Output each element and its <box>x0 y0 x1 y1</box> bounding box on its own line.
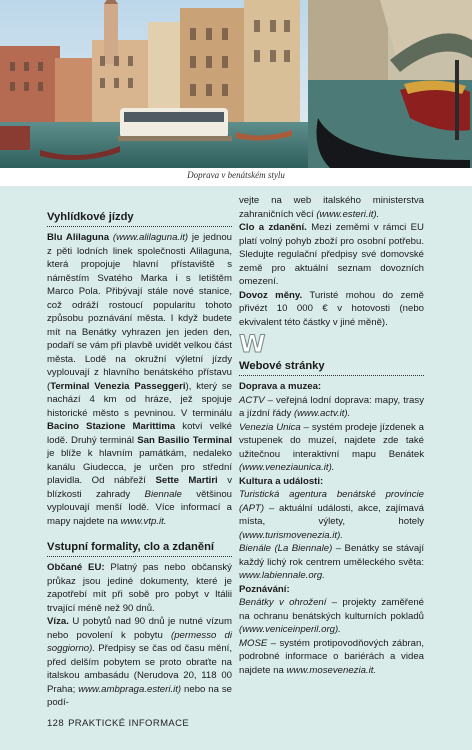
page-footer <box>47 718 189 729</box>
item-biennale: Bienále (La Biennale) – Benátky se stávají každý lichý rok centrem uměleckého světa: www.labiennale.org. <box>239 543 424 581</box>
page-number: 128 <box>47 718 65 729</box>
photo-caption: Doprava v benátském stylu <box>187 170 285 180</box>
paragraph-ministry: vejte na web italského ministerstva zahraničních věcí (www.esteri.it). <box>239 195 424 220</box>
section-letter: W <box>239 330 266 358</box>
section-heading-entry: Vstupní formality, clo a zdanění <box>47 540 232 557</box>
paragraph-currency: Dovoz měny. Turisté mohou do země přivézt 10 000 € v hotovosti (nebo ekvivalent této částky v jiné měně). <box>239 289 424 328</box>
item-venezia-unica: Venezia Unica – systém prodeje jízdenek a vstupenek do muzeí, najdete zde také užitečnou interaktivní mapu Benátek (www.veneziaunica.it). <box>239 421 424 473</box>
paragraph-alilaguna: Blu Alilaguna (www.alilaguna.it) je jednou z pěti lodních linek společnosti Alilaguna, která propojuje hlavní přístaviště s náměstím Svatého Marka i s letištěm Marco Pola. Přibývají stále nové stanice, což odráží rostoucí popularitu tohoto způsobu poznávání města. I když budete mít na Benátky vyhrazen jen jeden den, podaří se vám při plavbě uvidět velkou část města. Lodě na okružní výletní jízdy vyplouvají z hlavního benátského přístavu (Terminal Venezia Passeggeri), který se nachází 4 km od hráze, jež spojuje historické město s pevninou. V terminálu Bacino Stazione Marittima kotví velké lodě. Druhý terminál San Basilio Terminal je blíže k hlavním památkám, nedaleko kanálu Giudecca, je určen pro střední plavidla. Od nábřeží Sette Martiri v blízkosti zahrady Biennale většinou vyplouvají menší lodě. Více informací a mapy najdete na www.vtp.it. <box>47 232 232 527</box>
item-apt: Turistická agentura benátské provincie (APT) – aktuální události, akce, zajímavá místa, výlety, hotely (www.turismovenezia.it). <box>239 489 424 541</box>
section-heading-sightseeing: Vyhlídkové jízdy <box>47 210 232 227</box>
photo-illustration <box>0 0 472 168</box>
footer-section: PRAKTICKÉ INFORMACE <box>68 718 190 729</box>
section-heading-websites: Webové stránky <box>239 359 424 376</box>
left-column <box>47 210 232 710</box>
subheading-culture: Kultura a události: <box>239 475 324 487</box>
paragraph-visa: Víza. U pobytů nad 90 dnů je nutné vízum nebo povolení k pobytu (permesso di soggiorno). Předpisy se čas od času mění, před delším pobytem se proto obraťte na italskou ambasádu (Nerudova 20, 118 00 Praha; www.ambpraga.esteri.it) nebo na se podí- <box>47 616 233 708</box>
item-mose: MOSE – systém protipovodňových zábran, podrobné informace o bariérách a videa najdete na www.mosevenezia.it. <box>239 637 424 676</box>
right-column <box>239 194 424 677</box>
subheading-exploring: Poznávání: <box>239 583 290 595</box>
subheading-transport: Doprava a muzea: <box>239 381 322 392</box>
paragraph-eu-citizens: Občané EU: Platný pas nebo občanský průkaz jsou jediné dokumenty, které je zapotřebí mít při sobě pro pobyt v Itálii trvající méně než 90 dnů. <box>47 562 232 614</box>
paragraph-customs: Clo a zdanění. Mezi zeměmi v rámci EU platí volný pohyb zboží pro osobní potřebu. Sledujte regulační předpisy své domovské země pro aktuální seznam dovozních omezení. <box>239 222 424 287</box>
item-venice-in-peril: Benátky v ohrožení – projekty zaměřené na ochranu benátských kulturních pokladů (www.veniceinperil.org). <box>239 597 424 635</box>
venice-canal-photo <box>0 0 472 168</box>
item-actv: ACTV – veřejná lodní doprava: mapy, trasy a jízdní řády (www.actv.it). <box>239 394 424 419</box>
